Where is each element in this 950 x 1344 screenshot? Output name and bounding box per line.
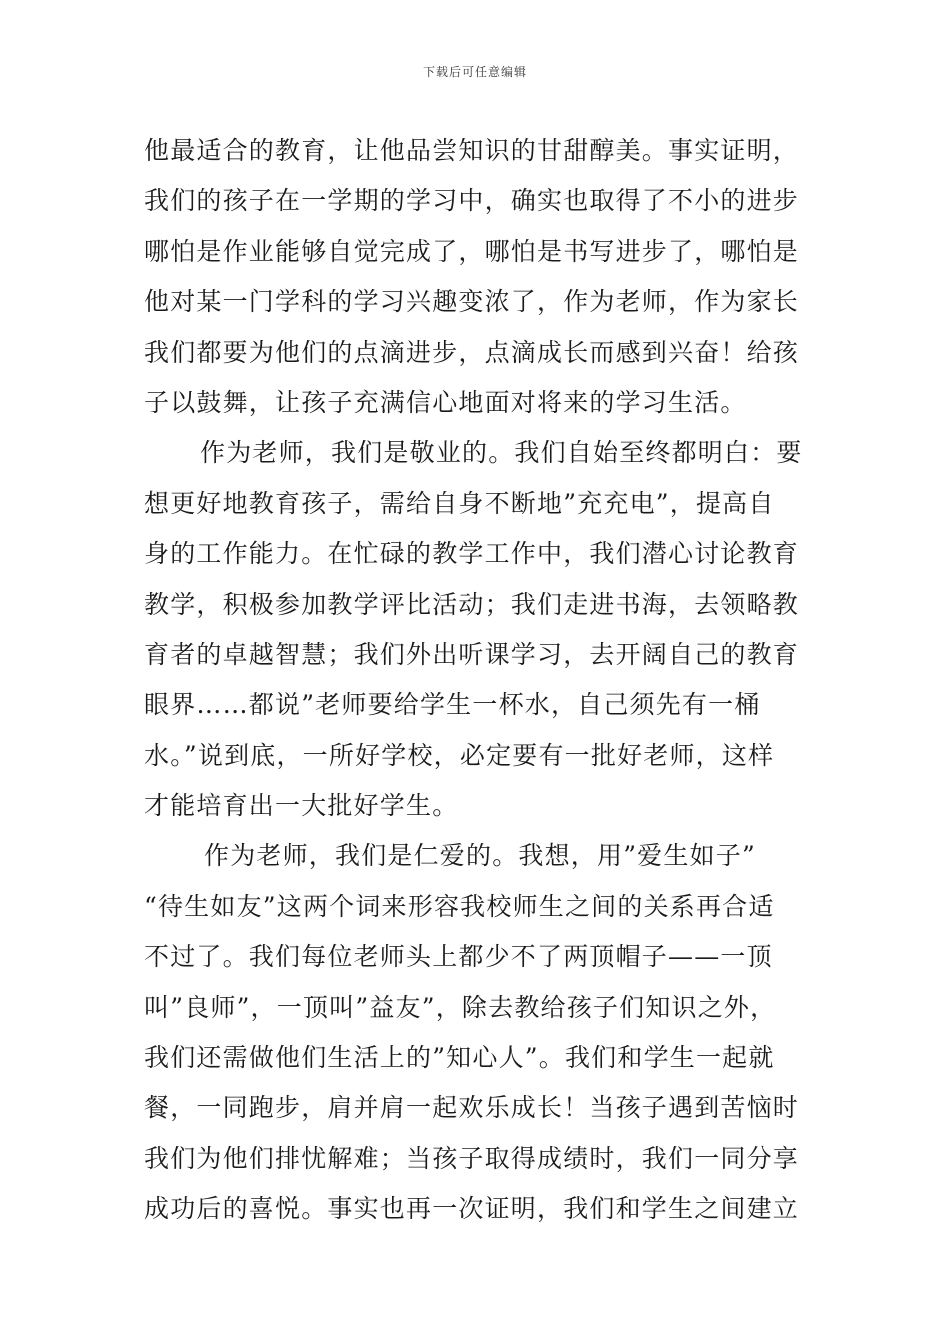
text-line: 哪怕是作业能够自觉完成了，哪怕是书写进步了，哪怕是: [144, 236, 800, 266]
paragraph-start-line: 作为老师，我们是敬业的。我们自始至终都明白：要: [200, 438, 803, 468]
text-line: 眼界……都说”老师要给学生一杯水，自己须先有一桶: [144, 690, 761, 720]
text-line: 我们都要为他们的点滴进步，点滴成长而感到兴奋！给孩: [144, 337, 800, 367]
text-line: 他对某一门学科的学习兴趣变浓了，作为老师，作为家长: [144, 287, 800, 317]
text-line: 身的工作能力。在忙碌的教学工作中，我们潜心讨论教育: [144, 539, 800, 569]
text-line: 我们为他们排忧解难；当孩子取得成绩时，我们一同分享: [144, 1143, 800, 1173]
paragraph-start-line: 作为老师，我们是仁爱的。我想，用”爱生如子”: [204, 841, 756, 871]
page-header: 下载后可任意编辑: [422, 65, 527, 79]
text-line: 子以鼓舞，让孩子充满信心地面对将来的学习生活。: [144, 387, 747, 417]
text-line: 水。”说到底，一所好学校，必定要有一批好老师，这样: [144, 740, 775, 770]
text-line: 叫”良师”，一顶叫”益友”，除去教给孩子们知识之外，: [144, 992, 777, 1022]
text-line: 教学，积极参加教学评比活动；我们走进书海，去领略教: [144, 589, 800, 619]
text-line: 他最适合的教育，让他品尝知识的甘甜醇美。事实证明，: [144, 136, 800, 165]
text-line: 育者的卓越智慧；我们外出听课学习，去开阔自己的教育: [144, 639, 800, 669]
text-line: 成功后的喜悦。事实也再一次证明，我们和学生之间建立: [144, 1194, 800, 1224]
text-line: 我们的孩子在一学期的学习中，确实也取得了不小的进步: [144, 186, 800, 216]
text-line: 想更好地教育孩子，需给自身不断地”充充电”，提高自: [144, 488, 775, 518]
text-line: 我们还需做他们生活上的”知心人”。我们和学生一起就: [144, 1043, 775, 1073]
text-line: 才能培育出一大批好学生。: [144, 791, 459, 821]
document-body: [144, 126, 814, 1235]
text-line: 不过了。我们每位老师头上都少不了两顶帽子——一顶: [144, 942, 773, 972]
text-line: 餐，一同跑步，肩并肩一起欢乐成长！当孩子遇到苦恼时: [144, 1093, 800, 1123]
text-line: “待生如友”这两个词来形容我校师生之间的关系再合适: [144, 891, 775, 921]
